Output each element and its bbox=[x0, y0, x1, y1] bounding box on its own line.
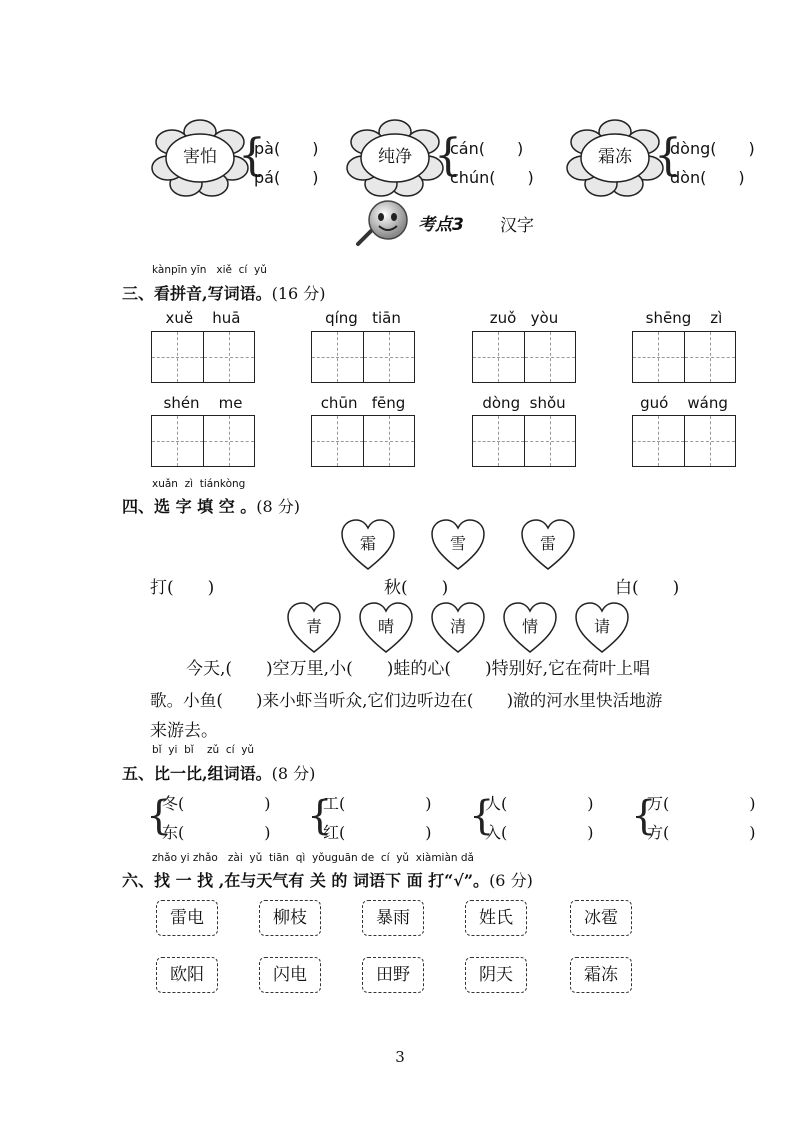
brace: { bbox=[654, 130, 682, 181]
compare-1b[interactable]: 东( ) bbox=[162, 823, 271, 842]
section4-pinyin: xuǎn zì tiánkòng bbox=[152, 478, 246, 490]
writing-grid-6[interactable] bbox=[311, 415, 415, 467]
grid-pinyin-3: zuǒ yòu bbox=[489, 309, 559, 327]
heart-char: 雪 bbox=[449, 534, 466, 553]
writing-grid-7[interactable] bbox=[472, 415, 576, 467]
brace: { bbox=[631, 793, 657, 839]
heart-choice-1 bbox=[340, 519, 396, 571]
section6-pinyin: zhǎo yi zhǎo zài yǔ tiān qì yǒuguān de cí yǔ xiàmiàn dǎ bbox=[152, 852, 474, 864]
compare-1a[interactable]: 冬( ) bbox=[162, 794, 271, 813]
heart-choice-8 bbox=[574, 602, 630, 654]
option-2a: cán( ) bbox=[450, 139, 524, 158]
banner bbox=[352, 198, 552, 248]
grid-pinyin-6: chūn fēng bbox=[320, 394, 406, 412]
heart-choice-4 bbox=[286, 602, 342, 654]
section4-heading bbox=[122, 494, 300, 517]
flower-item-3 bbox=[565, 118, 665, 198]
compare-3b[interactable]: 入( ) bbox=[485, 823, 594, 842]
section5-points: (8 分) bbox=[271, 764, 316, 783]
heart-char: 晴 bbox=[377, 617, 394, 636]
section3-title: 三、看拼音,写词语。 bbox=[122, 284, 272, 303]
word-box-1[interactable]: 雷电 bbox=[156, 900, 218, 936]
section5-title: 五、比一比,组词语。 bbox=[122, 764, 272, 783]
flower-word: 害怕 bbox=[183, 147, 217, 167]
compare-4b[interactable]: 方( ) bbox=[647, 823, 756, 842]
option-2b: chún( ) bbox=[450, 168, 534, 187]
heart-char: 雷 bbox=[539, 534, 556, 553]
section4-points: (8 分) bbox=[256, 497, 301, 516]
brace: { bbox=[469, 793, 495, 839]
compare-2b[interactable]: 红( ) bbox=[323, 823, 432, 842]
heart-char: 青 bbox=[305, 617, 322, 636]
section3-pinyin: kànpīn yīn xiě cí yǔ bbox=[152, 264, 267, 276]
blank-3[interactable]: 白( ) bbox=[615, 578, 680, 598]
compare-4a[interactable]: 万( ) bbox=[647, 794, 756, 813]
brace: { bbox=[307, 793, 333, 839]
paragraph-line-1: 今天,( )空万里,小( )蛙的心( )特别好,它在荷叶上唱 bbox=[186, 659, 651, 679]
word-box-3[interactable]: 暴雨 bbox=[362, 900, 424, 936]
paragraph-line-2: 歌。小鱼( )来小虾当听众,它们边听边在( )澈的河水里快活地游 bbox=[150, 691, 663, 710]
heart-char: 情 bbox=[521, 617, 538, 636]
brace: { bbox=[238, 130, 266, 181]
grid-pinyin-2: qíng tiān bbox=[325, 309, 401, 327]
grid-pinyin-5: shén me bbox=[163, 394, 243, 412]
option-1a: pà( ) bbox=[254, 139, 319, 158]
banner-title: 汉字 bbox=[500, 216, 534, 236]
word-box-5[interactable]: 冰雹 bbox=[570, 900, 632, 936]
heart-char: 霜 bbox=[359, 534, 376, 553]
word-box-9[interactable]: 阴天 bbox=[465, 957, 527, 993]
option-3a: dòng( ) bbox=[670, 139, 755, 158]
heart-char: 清 bbox=[449, 617, 466, 636]
section6-title: 六、找 一 找 ,在与天气有 关 的 词语下 面 打“√”。 bbox=[122, 871, 490, 890]
writing-grid-5[interactable] bbox=[151, 415, 255, 467]
section4-title: 四、选 字 填 空 。 bbox=[122, 497, 257, 516]
flower-item-1 bbox=[150, 118, 250, 198]
word-box-7[interactable]: 闪电 bbox=[259, 957, 321, 993]
section3-points: (16 分) bbox=[271, 284, 326, 303]
writing-grid-2[interactable] bbox=[311, 331, 415, 383]
writing-grid-8[interactable] bbox=[632, 415, 736, 467]
section6-heading bbox=[122, 868, 533, 891]
option-3b: dòn( ) bbox=[670, 168, 745, 187]
option-1b: pá( ) bbox=[254, 168, 319, 187]
section3-heading bbox=[122, 281, 326, 304]
writing-grid-3[interactable] bbox=[472, 331, 576, 383]
blank-2[interactable]: 秋( ) bbox=[384, 578, 449, 598]
section5-heading bbox=[122, 761, 315, 784]
smiley-pen-icon bbox=[352, 198, 414, 248]
compare-3a[interactable]: 人( ) bbox=[485, 794, 594, 813]
brace: { bbox=[434, 130, 462, 181]
heart-choice-6 bbox=[430, 602, 486, 654]
word-box-4[interactable]: 姓氏 bbox=[465, 900, 527, 936]
flower-word: 纯净 bbox=[378, 147, 412, 167]
word-box-8[interactable]: 田野 bbox=[362, 957, 424, 993]
heart-choice-7 bbox=[502, 602, 558, 654]
heart-choice-2 bbox=[430, 519, 486, 571]
grid-pinyin-8: guó wáng bbox=[640, 394, 728, 412]
flower-word: 霜冻 bbox=[598, 147, 632, 167]
heart-char: 请 bbox=[593, 617, 610, 636]
word-box-6[interactable]: 欧阳 bbox=[156, 957, 218, 993]
section6-points: (6 分) bbox=[489, 871, 533, 890]
word-box-10[interactable]: 霜冻 bbox=[570, 957, 632, 993]
paragraph-line-3: 来游去。 bbox=[150, 721, 218, 741]
brace: { bbox=[146, 793, 172, 839]
grid-pinyin-4: shēng zì bbox=[645, 309, 723, 327]
writing-grid-4[interactable] bbox=[632, 331, 736, 383]
flower-item-2 bbox=[345, 118, 445, 198]
word-box-2[interactable]: 柳枝 bbox=[259, 900, 321, 936]
heart-choice-5 bbox=[358, 602, 414, 654]
writing-grid-1[interactable] bbox=[151, 331, 255, 383]
page-number: 3 bbox=[395, 1048, 405, 1066]
grid-pinyin-7: dòng shǒu bbox=[482, 394, 566, 412]
section5-pinyin: bǐ yi bǐ zǔ cí yǔ bbox=[152, 744, 255, 756]
heart-choice-3 bbox=[520, 519, 576, 571]
grid-pinyin-1: xuě huā bbox=[165, 309, 241, 327]
blank-1[interactable]: 打( ) bbox=[150, 578, 215, 598]
banner-badge: 考点3 bbox=[418, 215, 464, 235]
compare-2a[interactable]: 工( ) bbox=[323, 794, 432, 813]
